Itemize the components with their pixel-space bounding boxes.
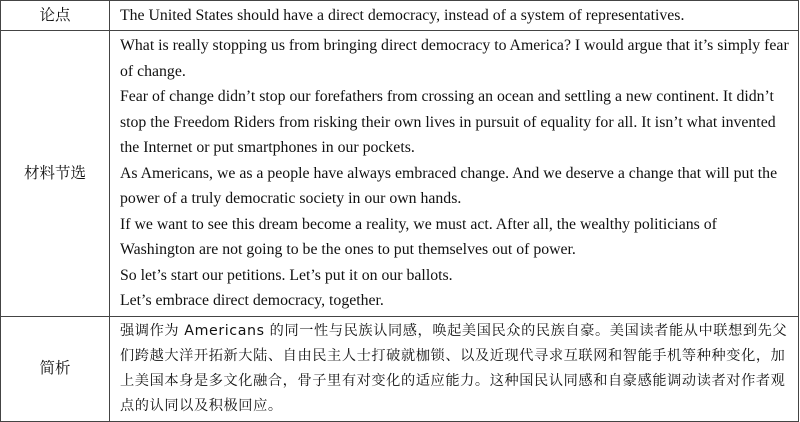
- excerpt-paragraph: So let’s start our petitions. Let’s put it on our ballots.: [120, 266, 453, 284]
- table-row-analysis: [1, 316, 799, 421]
- excerpt-paragraph: Let’s embrace direct democracy, together.: [120, 292, 384, 309]
- excerpt-paragraph: What is really stopping us from bringing direct democracy to America? I would argue that it’s simply fear of change.: [120, 37, 789, 80]
- row-label-excerpt: 材料节选: [1, 31, 110, 317]
- excerpt-paragraph: As Americans, we as a people have always embraced change. And we deserve a change that will put the power of a truly democratic society in our own hands.: [120, 164, 778, 207]
- row-label-analysis: 简析: [1, 316, 110, 421]
- row-label-claim: 论点: [1, 1, 110, 31]
- table-row-excerpt: [1, 31, 799, 317]
- analysis-cell: [110, 316, 799, 421]
- claim-text: The United States should have a direct democracy, instead of a system of representatives.: [110, 1, 799, 31]
- analysis-text: 强调作为 Americans 的同一性与民族认同感，唤起美国民众的民族自豪。美国读者能从中联想到先父们跨越大洋开拓新大陆、自由民主人士打破就枷锁、以及近现代寻求互联网和智能手机等种种变化，加上美国本身是多文化融合，骨子里有对变化的适应能力。这种国民认同感和自豪感能调动读者对作者观点的认同以及积极回应。: [120, 322, 788, 414]
- excerpt-paragraph: Fear of change didn’t stop our forefathers from crossing an ocean and settling a new continent. It didn’t stop the Freedom Riders from risking their own lives in pursuit of equality for all. It isn’t what invented the Internet or put smartphones in our pockets.: [120, 88, 776, 156]
- excerpt-paragraph: If we want to see this dream become a reality, we must act. After all, the wealthy politicians of Washington are not going to be the ones to put themselves out of power.: [120, 215, 717, 258]
- excerpt-cell: [110, 31, 799, 317]
- table-row-claim: [1, 1, 799, 31]
